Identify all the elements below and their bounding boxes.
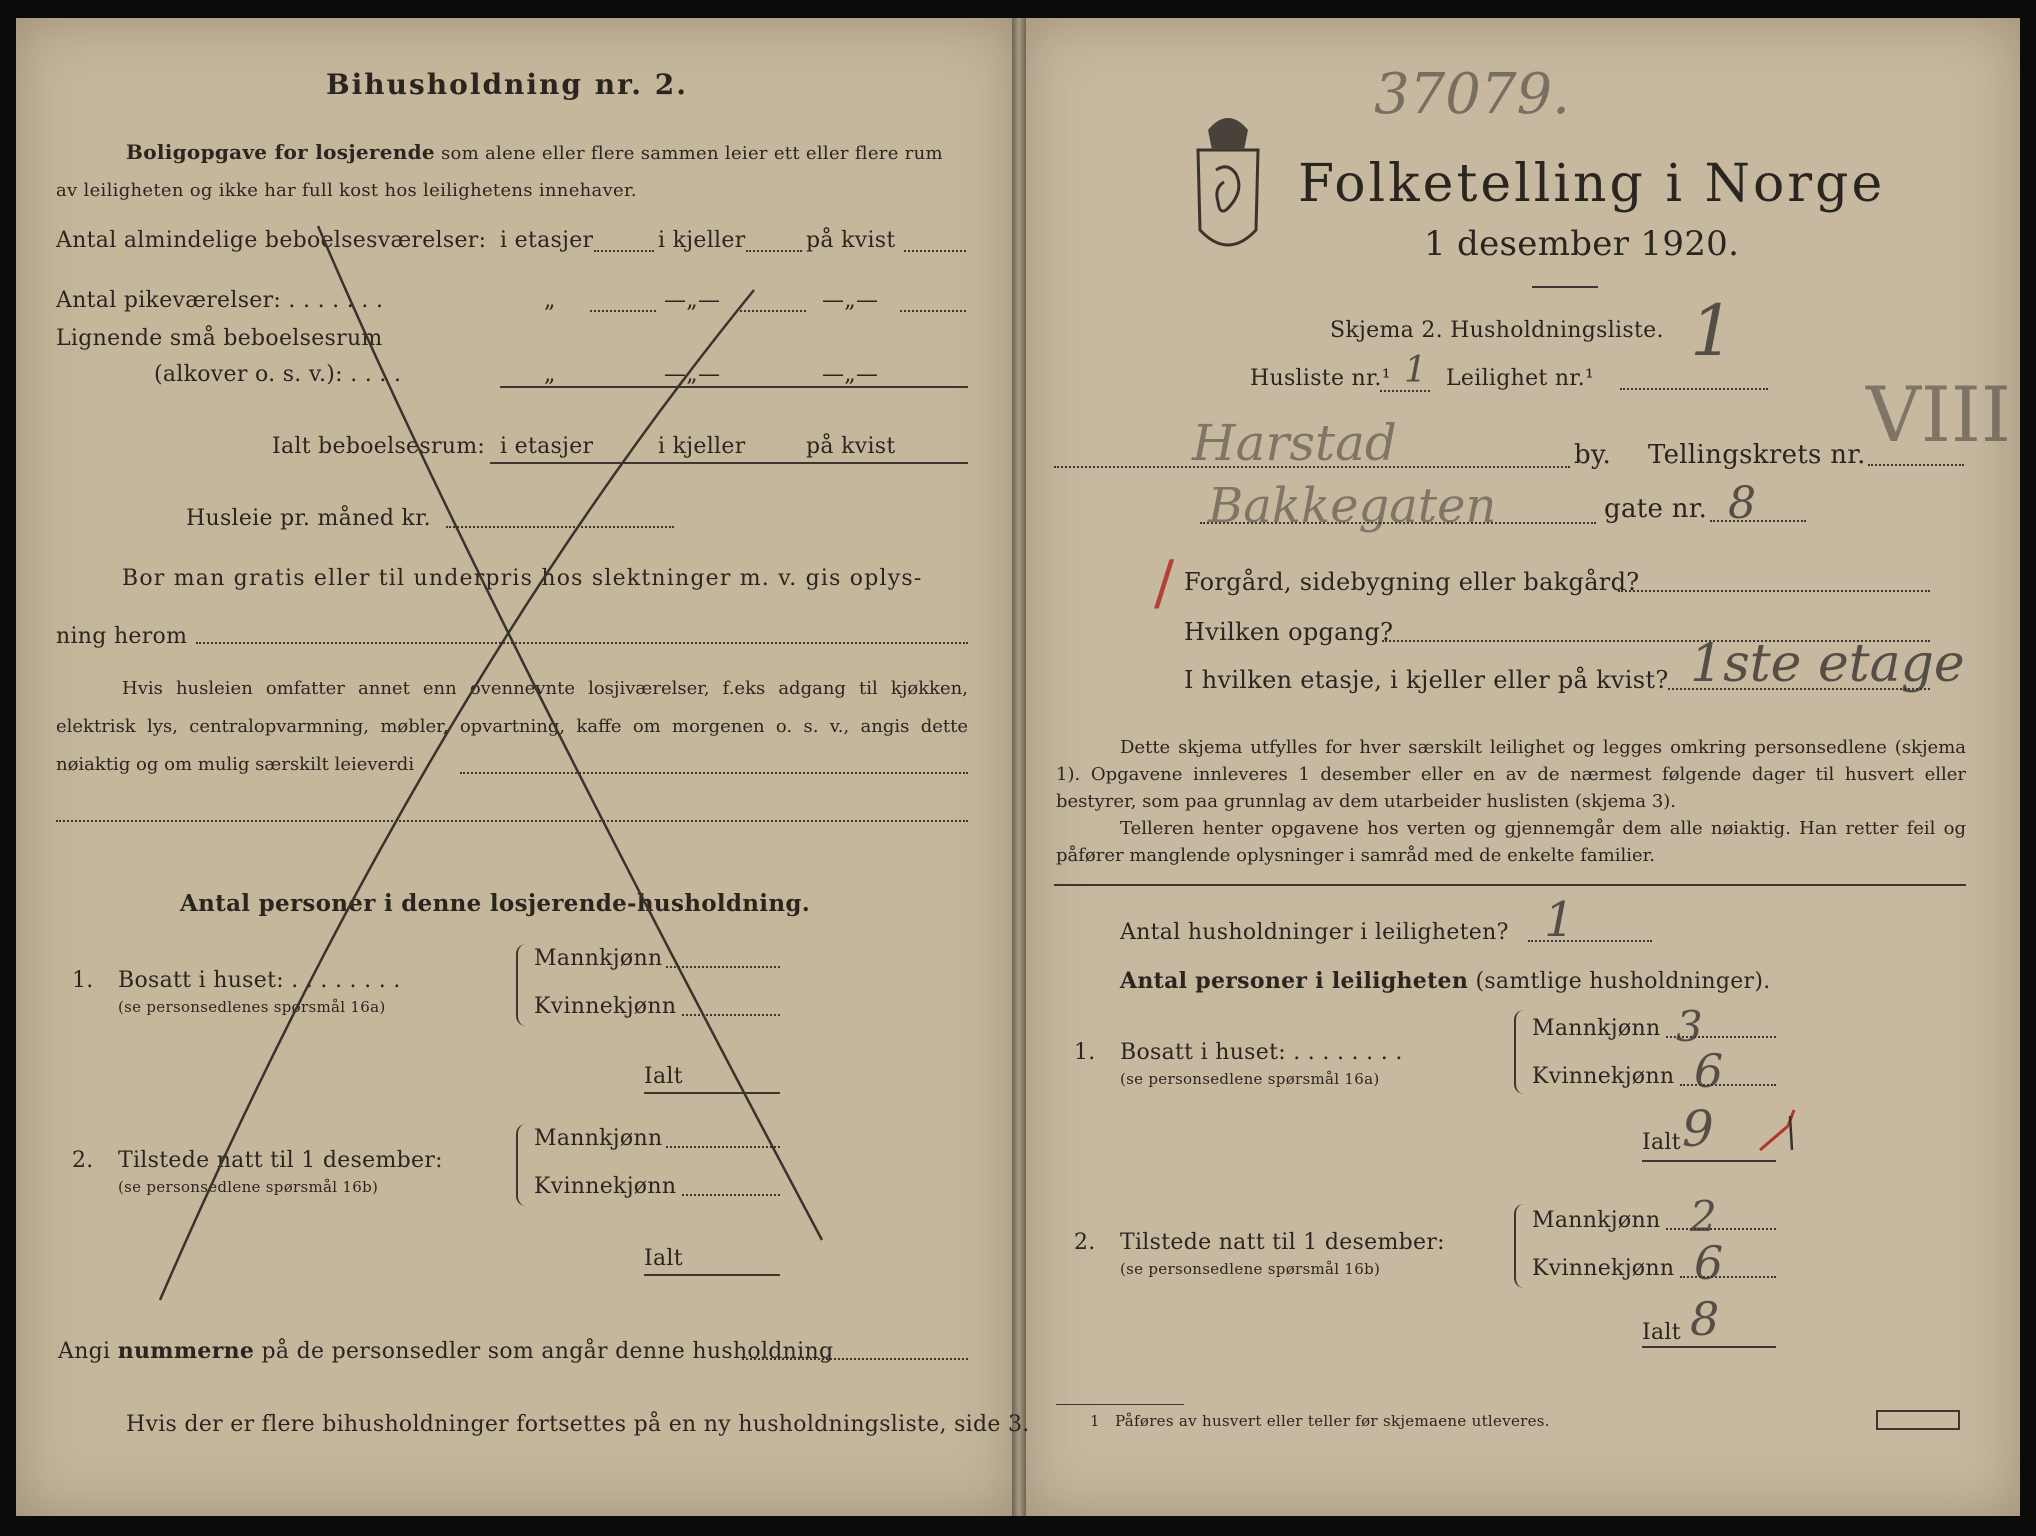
antal-hush-label: Antal husholdninger i leiligheten? (1120, 920, 1509, 945)
instructions-1: Dette skjema utfylles for hver særskilt leilighet og legges omkring personsedlene (skjema 1). Opgavene innleveres 1 desember eller en av de nærmest følgende dager til husvert eller bestyrer, som paa grunnlag av dem utarbeider huslisten (skjema 3). (1056, 737, 1966, 812)
right-item1-label: Bosatt i huset: . . . . . . . . (1120, 1040, 1403, 1065)
form-title: Folketelling i Norge (1298, 154, 1886, 214)
right-item1-num: 1. (1074, 1040, 1096, 1065)
pike-ditto-1: „ (544, 288, 556, 313)
lignende-label: Lignende små beboelsesrum (56, 326, 383, 351)
right-item2-ialt-value: 8 (1690, 1292, 1720, 1346)
right-item2-mann-value: 2 (1690, 1192, 1717, 1241)
left-item1-mann-label: Mannkjønn (534, 946, 663, 971)
left-item2-mann-label: Mannkjønn (534, 1126, 663, 1151)
antal-pers-bold: Antal personer i leiligheten (1120, 968, 1469, 994)
left-item2-label: Tilstede natt til 1 desember: (118, 1148, 443, 1173)
alkover-label: (alkover o. s. v.): . . . . (154, 362, 402, 387)
angi-c: på de personsedler som angår denne husholdning (261, 1339, 834, 1364)
tellingskrets-label: Tellingskrets nr. (1648, 440, 1866, 470)
left-item1-ialt-label: Ialt (644, 1064, 683, 1089)
right-item1-mann-label: Mannkjønn (1532, 1016, 1661, 1041)
hvis-husleien-text: Hvis husleien omfatter annet enn ovennevnte losjiværelser, f.eks adgang til kjøkken, elektrisk lys, centralopvarmning, møbler, opvartning, kaffe om morgenen o. s. v., angis dette nøiaktig og om mulig særskilt leieverdi (56, 678, 968, 775)
leilighet-value: 1 (1690, 290, 1735, 372)
right-item2-sub: (se personsedlene spørsmål 16b) (1120, 1260, 1381, 1278)
husleie-label: Husleie pr. måned kr. (186, 506, 431, 531)
gate-nr-value: 8 (1728, 478, 1756, 529)
pike-ditto-3: —„— (822, 288, 879, 313)
right-item2-kvinne-label: Kvinnekjønn (1532, 1256, 1675, 1281)
alk-ditto-2: —„— (664, 362, 721, 387)
left-item2-ialt-label: Ialt (644, 1246, 683, 1271)
left-item2-kvinne-label: Kvinnekjønn (534, 1174, 677, 1199)
gate-value: Bakkegaten (1208, 478, 1497, 534)
stamp-number: 37079. (1374, 62, 1570, 127)
footnote-text: Påføres av husvert eller teller før skjemaene utleveres. (1115, 1412, 1550, 1430)
right-item1-sub: (se personsedlene spørsmål 16a) (1120, 1070, 1380, 1088)
right-item1-mann-value: 3 (1676, 1002, 1703, 1051)
i-kjeller-label-1: i kjeller (658, 228, 746, 253)
etasje-label: I hvilken etasje, i kjeller eller på kvist? (1184, 666, 1669, 694)
husliste-value: 1 (1404, 350, 1427, 391)
left-item1-sub: (se personsedlenes spørsmål 16a) (118, 998, 386, 1016)
skjema-label: Skjema 2. Husholdningsliste. (1330, 318, 1664, 343)
etasje-value: 1ste etage (1690, 634, 1965, 694)
right-item2-label: Tilstede natt til 1 desember: (1120, 1230, 1445, 1255)
angi-b: nummerne (117, 1338, 255, 1364)
antal-alm-label: Antal almindelige beboelsesværelser: (56, 228, 487, 253)
antal-personer-heading: Antal personer i denne losjerende-husholdning. (180, 890, 811, 917)
bor-man-text: Bor man gratis eller til underpris hos slektninger m. v. gis oplys- (122, 566, 923, 591)
left-footer: Hvis der er flere bihusholdninger fortsettes på en ny husholdningsliste, side 3. (126, 1412, 1030, 1437)
husliste-label: Husliste nr.¹ (1250, 366, 1391, 391)
antal-pers-rest: (samtlige husholdninger). (1475, 969, 1771, 994)
ning-herom-label: ning herom (56, 624, 188, 649)
right-item2-kvinne-value: 6 (1694, 1236, 1724, 1290)
opgang-label: Hvilken opgang? (1184, 618, 1394, 646)
right-item2-mann-label: Mannkjønn (1532, 1208, 1661, 1233)
left-item2-sub: (se personsedlene spørsmål 16b) (118, 1178, 379, 1196)
left-item2-num: 2. (72, 1148, 94, 1173)
intro-line2: av leiligheten og ikke har full kost hos leilighetens innehaver. (56, 180, 637, 201)
forgard-mark: / (1154, 548, 1175, 618)
by-label: by. (1574, 440, 1612, 470)
alk-ditto-3: —„— (822, 362, 879, 387)
footnote-num: 1 (1090, 1412, 1100, 1430)
angi-a: Angi (58, 1339, 111, 1364)
antal-hush-value: 1 (1544, 892, 1575, 948)
intro-bold: Boligopgave for losjerende (126, 140, 435, 164)
i-etasjer-label-1: i etasjer (500, 228, 594, 253)
intro-rest: som alene eller flere sammen leier ett eller flere rum (440, 143, 943, 164)
gate-label: gate nr. (1604, 494, 1708, 524)
right-item1-kvinne-value: 6 (1694, 1044, 1724, 1098)
by-value: Harstad (1192, 414, 1397, 472)
right-item1-ialt-label: Ialt (1642, 1130, 1681, 1155)
tellingskrets-value: VIII (1866, 370, 2011, 459)
right-item2-num: 2. (1074, 1230, 1096, 1255)
alk-ditto-1: „ (544, 362, 556, 387)
pike-ditto-2: —„— (664, 288, 721, 313)
paa-kvist-label-2: på kvist (806, 434, 896, 459)
right-item1-ialt-value: 9 (1682, 1100, 1714, 1158)
right-item2-ialt-label: Ialt (1642, 1320, 1681, 1345)
pikevaerelser-label: Antal pikeværelser: . . . . . . . (56, 288, 384, 313)
left-item1-kvinne-label: Kvinnekjønn (534, 994, 677, 1019)
left-item1-label: Bosatt i huset: . . . . . . . . (118, 968, 401, 993)
left-heading: Bihusholdning nr. 2. (326, 68, 688, 101)
ialt-beb-label: Ialt beboelsesrum: (272, 434, 486, 459)
right-item1-kvinne-label: Kvinnekjønn (1532, 1064, 1675, 1089)
forgard-label: Forgård, sidebygning eller bakgård? (1184, 568, 1640, 596)
i-etasjer-label-2: i etasjer (500, 434, 594, 459)
i-kjeller-label-2: i kjeller (658, 434, 746, 459)
paa-kvist-label-1: på kvist (806, 228, 896, 253)
instructions-2: Telleren henter opgavene hos verten og gjennemgår dem alle nøiaktig. Han retter feil og påfører manglende oplysninger i samråd med de enkelte familier. (1056, 818, 1966, 866)
left-item1-num: 1. (72, 968, 94, 993)
leilighet-label: Leilighet nr.¹ (1446, 366, 1595, 391)
form-date: 1 desember 1920. (1424, 224, 1740, 264)
